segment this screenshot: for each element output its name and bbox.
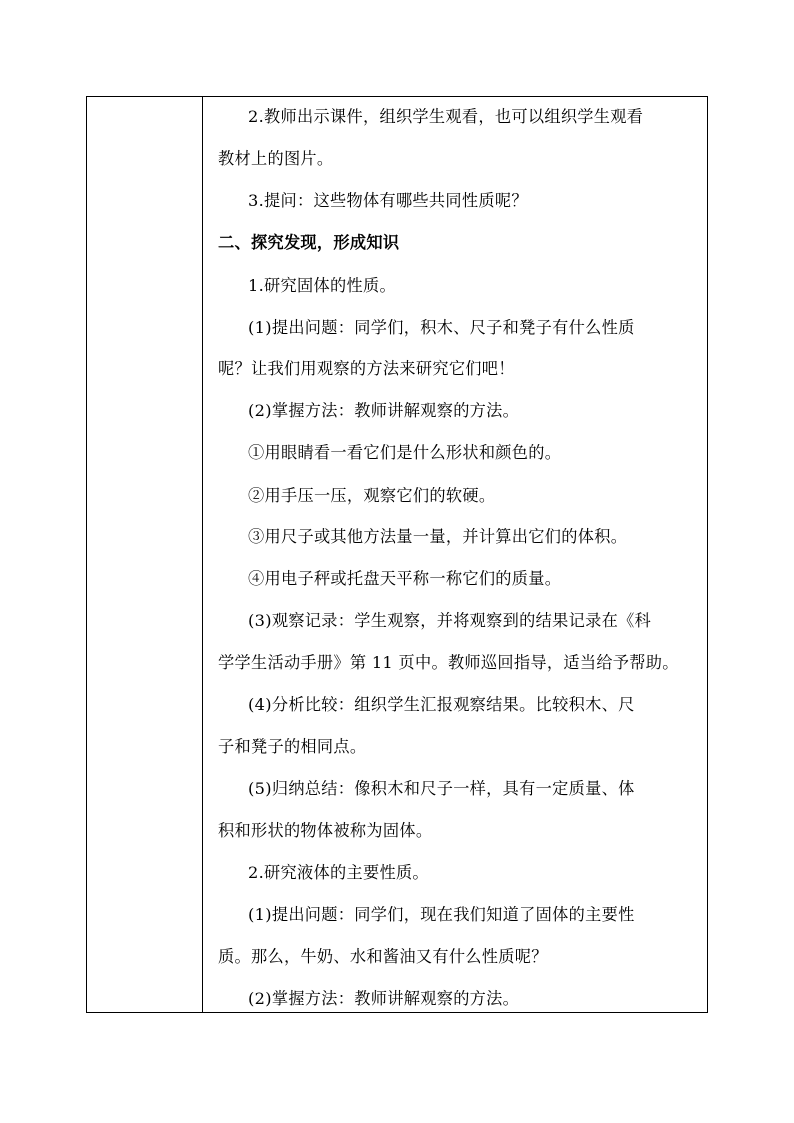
text-line: 子和凳子的相同点。 [218,737,367,756]
text-line: ③用尺子或其他方法量一量，并计算出它们的体积。 [248,527,628,546]
text-line: 教材上的图片。 [218,149,334,168]
content-cell [204,97,707,1012]
text-line: 2.教师出示课件，组织学生观看，也可以组织学生观看 [248,107,644,126]
text-line: ④用电子秤或托盘天平称一称它们的质量。 [248,569,562,588]
text-line: 呢？让我们用观察的方法来研究它们吧！ [218,359,515,378]
text-line: (2)掌握方法：教师讲解观察的方法。 [248,989,520,1008]
text-line: (3)观察记录：学生观察，并将观察到的结果记录在《科 [248,611,652,630]
section-heading: 二、探究发现，形成知识 [218,233,400,252]
left-column-cell [87,97,203,1012]
text-line: (5)归纳总结：像积木和尺子一样，具有一定质量、体 [248,779,635,798]
text-line: (2)掌握方法：教师讲解观察的方法。 [248,401,520,420]
text-line: 质。那么，牛奶、水和酱油又有什么性质呢？ [218,947,548,966]
text-line: 2.研究液体的主要性质。 [248,863,429,882]
text-line: ②用手压一压，观察它们的软硬。 [248,486,496,505]
lesson-table [86,96,708,1013]
text-line: (1)提出问题：同学们，现在我们知道了固体的主要性 [248,905,635,924]
text-line: 1.研究固体的性质。 [248,276,396,295]
text-line: 学学生活动手册》第 11 页中。教师巡回指导，适当给予帮助。 [218,653,679,672]
text-line: (4)分析比较：组织学生汇报观察结果。比较积木、尺 [248,695,635,714]
text-line: ①用眼睛看一看它们是什么形状和颜色的。 [248,443,562,462]
text-line: (1)提出问题：同学们，积木、尺子和凳子有什么性质 [248,318,635,337]
text-line: 3.提问：这些物体有哪些共同性质呢？ [248,191,528,210]
text-line: 积和形状的物体被称为固体。 [218,821,433,840]
